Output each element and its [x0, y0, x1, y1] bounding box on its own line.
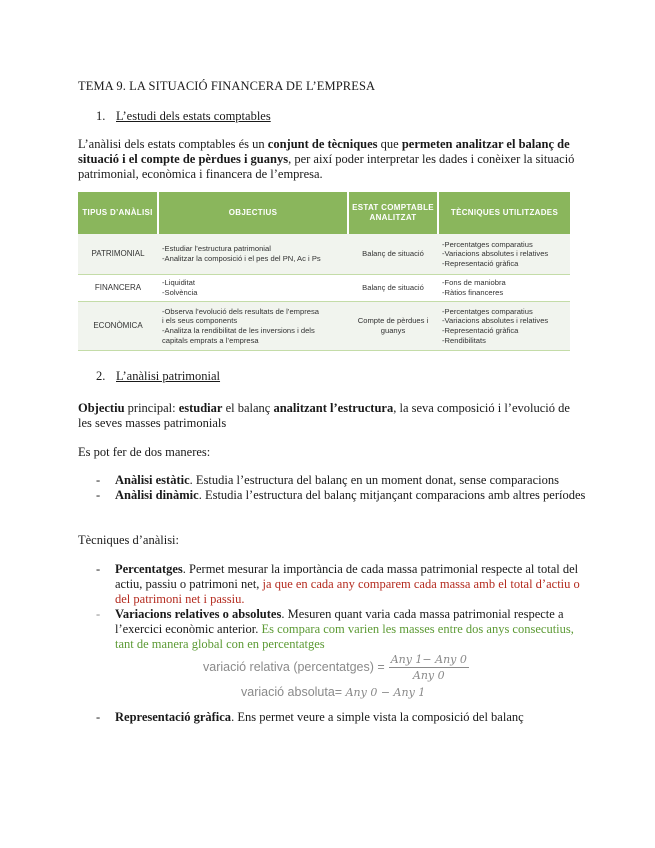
formula-fraction: [389, 653, 469, 682]
ways-list: [96, 473, 586, 503]
technique-line: -Representació gràfica: [442, 258, 519, 268]
cell-techniques: [438, 275, 570, 302]
technique-note-red: ja que en cada any comparem cada massa amb el total d’actiu o del patrimoni net i passiu.: [115, 577, 580, 606]
technique-text: . Ens permet veure a simple vista la composició del balanç: [231, 710, 524, 724]
technique-line: -Variacions absolutes i relatives: [442, 316, 549, 326]
intro-bold-1: conjunt de tècniques: [267, 137, 378, 151]
way-bold: Anàlisi dinàmic: [115, 488, 199, 502]
objective-paragraph: [78, 401, 578, 431]
objective-text-1: principal:: [124, 401, 179, 415]
technique-line: -Fons de maniobra: [442, 278, 506, 288]
cell-techniques: [438, 302, 570, 351]
header-estat: ESTAT COMPTABLE ANALITZAT: [348, 192, 438, 234]
objective-line: i els seus components: [162, 316, 238, 326]
technique-bold: Percentatges: [115, 562, 183, 576]
header-tecniques: TÈCNIQUES UTILITZADES: [438, 192, 570, 234]
objective-bold-1: Objectiu: [78, 401, 125, 415]
section-2-title: L’anàlisi patrimonial: [116, 369, 221, 383]
analysis-types-table: [78, 192, 570, 351]
objective-line: -Observa l’evolució dels resultats de l’empresa: [162, 306, 320, 316]
document-title: TEMA 9. LA SITUACIÓ FINANCERA DE L’EMPRESA: [78, 79, 376, 93]
section-2-heading: [96, 369, 220, 384]
cell-state: Balanç de situació: [348, 275, 438, 302]
intro-text-1: L’anàlisi dels estats comptables és un: [78, 137, 268, 151]
cell-objectives: [158, 302, 348, 351]
objective-bold-3: analitzant l’estructura: [273, 401, 394, 415]
objective-text-3: , la seva composició i l’evolució de les seves masses patrimonials: [78, 401, 570, 430]
objective-bold-2: estudiar: [178, 401, 223, 415]
techniques-list-cont: [96, 710, 586, 725]
relative-variation-formula: [203, 653, 469, 682]
techniques-list: [96, 562, 586, 652]
technique-line: -Variacions absolutes i relatives: [442, 249, 549, 259]
formula-rel-label: variació relativa (percentatges) =: [203, 659, 385, 674]
technique-line: -Representació gràfica: [442, 326, 519, 335]
table-row: [78, 302, 570, 351]
cell-type: FINANCERA: [78, 275, 158, 302]
technique-line: -Percentatges comparatius: [442, 306, 533, 316]
technique-text: . Permet mesurar la importància de cada massa patrimonial respecte al total del actiu, passiu o patrimoni net,: [115, 562, 579, 591]
list-item: - Anàlisi estàtic. Estudia l’estructura del balanç en un moment donat, sense comparacions: [96, 473, 559, 487]
technique-line: -Percentatges comparatius: [442, 239, 533, 249]
cell-objectives: [158, 275, 348, 302]
intro-paragraph: [78, 137, 583, 182]
cell-type: PATRIMONIAL: [78, 234, 158, 275]
section-1-number: 1.: [96, 109, 106, 123]
formula-denominator: Any 0: [412, 669, 445, 682]
way-text: . Estudia l’estructura del balanç mitjançant comparacions amb altres períodes: [198, 488, 586, 502]
absolute-variation-formula: [241, 685, 425, 699]
objective-line: -Analitza la rendibilitat de les inversions i dels: [162, 326, 315, 335]
header-objectius: OBJECTIUS: [158, 192, 348, 234]
list-item: - Variacions relatives o absolutes. Mesuren quant varia cada massa patrimonial respecte a l’exercici econòmic anterior. Es compara com varien les masses entre dos anys consecutius, tant de manera global con en percentatges: [96, 607, 574, 651]
objective-line: -Estudiar l’estructura patrimonial: [162, 244, 271, 254]
cell-objectives: [158, 234, 348, 275]
table-header-row: [78, 192, 570, 234]
intro-text-2: que: [377, 137, 402, 151]
table-row: [78, 234, 570, 275]
cell-type: ECONÒMICA: [78, 302, 158, 351]
section-2-number: 2.: [96, 369, 106, 383]
objective-line: -Solvència: [162, 288, 198, 297]
table-row: [78, 275, 570, 302]
way-bold: Anàlisi estàtic: [115, 473, 190, 487]
technique-bold: Representació gràfica: [115, 710, 232, 724]
technique-note-green: Es compara com varien les masses entre dos anys consecutius, tant de manera global con en percentatges: [115, 622, 574, 651]
technique-line: -Rendibilitats: [442, 335, 486, 345]
cell-state: Compte de pèrdues i guanys: [348, 302, 438, 351]
list-item: - Percentatges. Permet mesurar la importància de cada massa patrimonial respecte al total del actiu, passiu o patrimoni net, ja que en cada any comparem cada massa amb el total d’actiu o del patrimoni net i passiu.: [96, 562, 580, 606]
technique-bold: Variacions relatives o absolutes: [115, 607, 282, 621]
objective-line: -Analitzar la composició i el pes del PN, Ac i Ps: [162, 254, 321, 263]
cell-techniques: [438, 234, 570, 275]
objective-line: -Liquiditat: [162, 278, 195, 288]
way-text: . Estudia l’estructura del balanç en un moment donat, sense comparacions: [189, 473, 559, 487]
ways-intro: Es pot fer de dos maneres:: [78, 445, 211, 459]
objective-line: capitals emprats a l’empresa: [162, 335, 259, 345]
list-item: - Anàlisi dinàmic. Estudia l’estructura del balanç mitjançant comparacions amb altres períodes: [96, 488, 586, 502]
list-item: - Representació gràfica. Ens permet veure a simple vista la composició del balanç: [96, 710, 524, 724]
formula-numerator: Any 1− Any 0: [390, 653, 467, 666]
technique-line: -Ràtios financeres: [442, 288, 504, 297]
technique-text: . Mesuren quant varia cada massa patrimonial respecte a l’exercici econòmic anterior.: [115, 607, 564, 636]
section-1-heading: [96, 109, 271, 124]
formula-abs-label: variació absoluta=: [241, 685, 343, 699]
cell-state: Balanç de situació: [348, 234, 438, 275]
header-tipus: TIPUS D’ANÀLISI: [78, 192, 158, 234]
techniques-intro: Tècniques d’anàlisi:: [78, 533, 180, 547]
section-1-title: L’estudi dels estats comptables: [116, 109, 271, 123]
intro-text-3: , per així poder interpretar les dades i conèixer la situació patrimonial, econòmica i financera de l’empresa.: [78, 152, 575, 181]
intro-bold-2: permeten analitzar el balanç de situació i el compte de pèrdues i guanys: [78, 137, 570, 166]
objective-text-2: el balanç: [222, 401, 274, 415]
formula-abs-expression: Any 0 − Any 1: [345, 686, 426, 699]
